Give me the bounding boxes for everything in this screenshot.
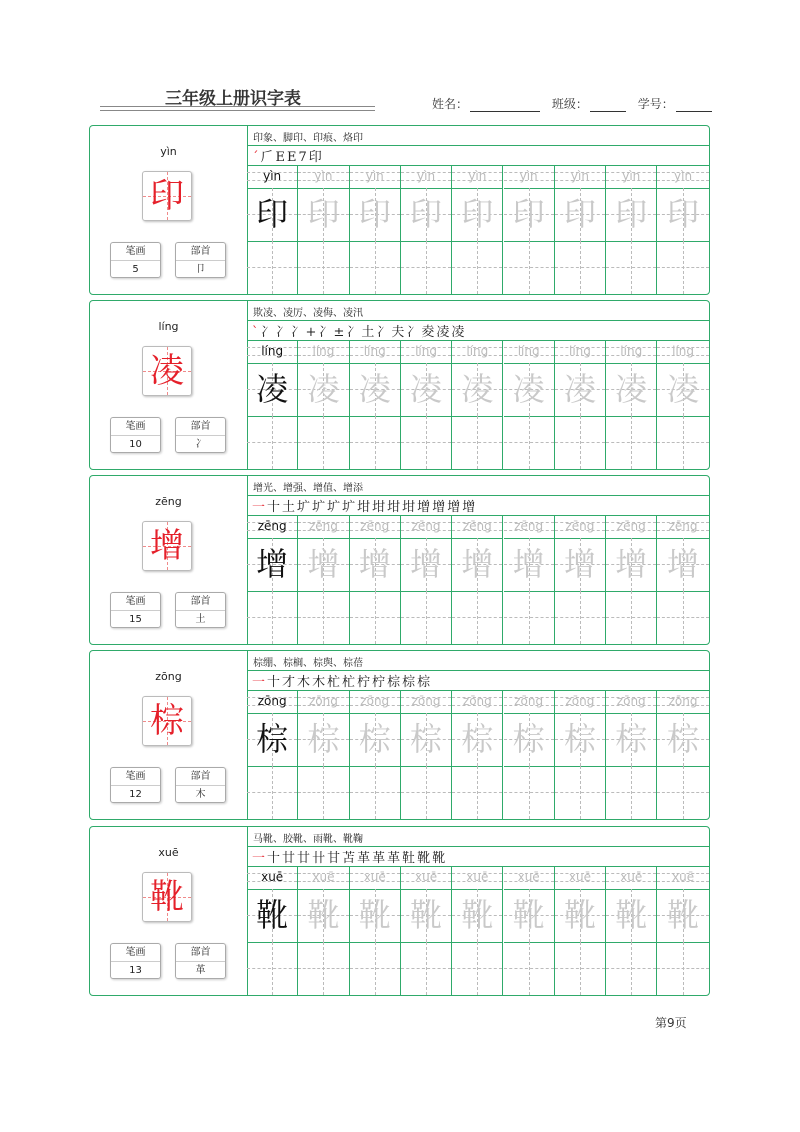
name-label: 姓名：: [432, 97, 469, 111]
stroke-step: 坩: [357, 500, 373, 515]
card-left-panel: [90, 827, 248, 995]
practice-character: 靴: [307, 896, 340, 934]
practice-cell[interactable]: [298, 165, 349, 294]
practice-character: 增: [358, 545, 391, 583]
practice-character: 靴: [256, 896, 289, 934]
stroke-step: 一: [252, 500, 268, 515]
stroke-count-value: 15: [129, 614, 142, 625]
main-character: 印: [150, 176, 184, 216]
pinyin-label: líng: [158, 320, 179, 333]
practice-cell[interactable]: [555, 340, 606, 469]
stroke-count-value: 5: [132, 264, 139, 275]
stroke-count-label: 笔画: [111, 243, 160, 261]
practice-character: 靴: [461, 896, 494, 934]
practice-cell[interactable]: [452, 515, 503, 644]
practice-pinyin: xuē: [671, 870, 695, 884]
practice-character: 靴: [512, 896, 545, 934]
stroke-count-value: 12: [129, 789, 142, 800]
radical-box: [175, 767, 226, 803]
class-field[interactable]: [590, 99, 626, 112]
stroke-step: 增: [417, 500, 433, 515]
practice-pinyin: zōng: [616, 694, 646, 708]
practice-cell[interactable]: [657, 340, 708, 469]
stroke-count-value: 13: [129, 965, 142, 976]
practice-cell[interactable]: [350, 866, 401, 995]
practice-character: 印: [667, 195, 700, 233]
stroke-count-box: [110, 242, 161, 278]
stroke-step: 坩: [387, 500, 403, 515]
practice-character: 增: [410, 545, 443, 583]
practice-cell[interactable]: [247, 866, 298, 995]
practice-character: 棕: [512, 720, 545, 758]
stroke-count-value: 10: [129, 439, 142, 450]
practice-pinyin: zēng: [257, 519, 287, 533]
practice-cell[interactable]: [247, 340, 298, 469]
practice-character: 增: [667, 545, 700, 583]
main-character: 凌: [150, 351, 184, 391]
practice-pinyin: zōng: [257, 694, 287, 708]
practice-character: 印: [358, 195, 391, 233]
radical-box: [175, 242, 226, 278]
radical-box: [175, 943, 226, 979]
stroke-step: 廿: [297, 851, 313, 866]
practice-character: 印: [307, 195, 340, 233]
practice-cell[interactable]: [606, 515, 657, 644]
stroke-step: 冫: [275, 325, 291, 340]
stroke-step: 苫: [342, 851, 358, 866]
main-character: 增: [150, 526, 184, 566]
stroke-step: 坩: [402, 500, 418, 515]
practice-cell[interactable]: [452, 340, 503, 469]
stroke-step: ˋ: [252, 325, 261, 340]
practice-pinyin: yìn: [622, 169, 641, 183]
practice-cell[interactable]: [298, 866, 349, 995]
practice-pinyin: zēng: [565, 519, 595, 533]
practice-pinyin: zōng: [309, 694, 338, 708]
practice-cell[interactable]: [401, 515, 452, 644]
practice-pinyin: líng: [261, 344, 284, 358]
stroke-step: 柠: [357, 675, 373, 690]
practice-pinyin: xuē: [568, 870, 591, 884]
practice-cell[interactable]: [504, 165, 555, 294]
practice-character: 靴: [358, 896, 391, 934]
practice-character: 凌: [256, 370, 289, 408]
stroke-step: 一: [252, 851, 268, 866]
practice-character: 凌: [512, 370, 545, 408]
practice-character: 凌: [563, 370, 596, 408]
practice-cell[interactable]: [452, 866, 503, 995]
stroke-step: 冫+: [290, 325, 319, 340]
practice-character: 增: [256, 545, 289, 583]
radical-label: 部首: [176, 944, 225, 962]
practice-pinyin: yìn: [417, 169, 436, 183]
practice-cell[interactable]: [350, 340, 401, 469]
practice-pinyin: zēng: [360, 519, 390, 533]
practice-character: 印: [410, 195, 443, 233]
practice-pinyin: zōng: [514, 694, 544, 708]
word-examples: 棕绷、棕榈、棕舆、棕蓓: [253, 658, 363, 669]
practice-pinyin: zōng: [668, 694, 698, 708]
practice-character: 棕: [563, 720, 596, 758]
stroke-step: 甘: [327, 851, 343, 866]
stroke-sequence: [252, 146, 324, 165]
character-card: [89, 826, 710, 996]
pinyin-label: zēng: [155, 495, 182, 508]
practice-pinyin: zēng: [411, 519, 441, 533]
stroke-count-label: 笔画: [111, 593, 160, 611]
practice-grid: [247, 690, 709, 819]
stroke-count-box: [110, 943, 161, 979]
practice-character: 增: [615, 545, 648, 583]
practice-character: 靴: [615, 896, 648, 934]
practice-cell[interactable]: [657, 866, 708, 995]
practice-cell[interactable]: [606, 866, 657, 995]
practice-pinyin: zōng: [462, 694, 492, 708]
class-label: 班级：: [551, 97, 588, 111]
word-examples: 增光、增强、增值、增添: [253, 483, 363, 494]
stroke-step: 𠂆: [260, 150, 276, 165]
practice-grid: [247, 866, 709, 995]
radical-value: 卩: [195, 264, 206, 275]
radical-box: [175, 417, 226, 453]
character-card: [89, 475, 710, 645]
main-character: 靴: [150, 877, 184, 917]
card-left-panel: [90, 651, 248, 819]
main-character-box: [142, 171, 192, 221]
stroke-step: 圹: [312, 500, 328, 515]
stroke-count-label: 笔画: [111, 944, 160, 962]
stroke-count-label: 笔画: [111, 418, 160, 436]
practice-cell[interactable]: [401, 690, 452, 819]
name-field[interactable]: [470, 99, 540, 112]
practice-pinyin: zōng: [565, 694, 595, 708]
practice-character: 印: [512, 195, 545, 233]
practice-pinyin: líng: [363, 344, 386, 358]
practice-cell[interactable]: [452, 690, 503, 819]
stroke-step: 圹: [327, 500, 343, 515]
radical-label: 部首: [176, 418, 225, 436]
practice-pinyin: líng: [672, 344, 694, 358]
stroke-step: 圹: [297, 500, 313, 515]
practice-pinyin: zōng: [360, 694, 390, 708]
practice-cell[interactable]: [401, 340, 452, 469]
stroke-count-box: [110, 767, 161, 803]
practice-pinyin: líng: [415, 344, 437, 358]
stroke-step: 杧: [342, 675, 358, 690]
card-left-panel: [90, 301, 248, 469]
stroke-step: 凌: [451, 325, 467, 340]
stroke-step: 柠: [372, 675, 388, 690]
radical-value: 革: [195, 965, 206, 976]
practice-cell[interactable]: [657, 690, 708, 819]
stroke-step: 革: [387, 851, 403, 866]
word-examples: 欺凌、凌厉、凌侮、凌汛: [253, 308, 363, 319]
stroke-step: 增: [462, 500, 478, 515]
practice-pinyin: zēng: [462, 519, 492, 533]
radical-label: 部首: [176, 768, 225, 786]
radical-box: [175, 592, 226, 628]
practice-character: 凌: [358, 370, 391, 408]
practice-pinyin: zēng: [514, 519, 544, 533]
practice-cell[interactable]: [350, 690, 401, 819]
radical-label: 部首: [176, 243, 225, 261]
radical-value: 木: [195, 789, 206, 800]
stroke-step: 卄: [312, 851, 328, 866]
practice-grid: [247, 515, 709, 644]
radical-label: 部首: [176, 593, 225, 611]
practice-pinyin: líng: [569, 344, 591, 358]
practice-pinyin: líng: [620, 344, 643, 358]
practice-pinyin: xuē: [517, 870, 540, 884]
stroke-step: 圹: [342, 500, 358, 515]
stroke-count-label: 笔画: [111, 768, 160, 786]
practice-cell[interactable]: [247, 690, 298, 819]
main-character-box: [142, 696, 192, 746]
practice-pinyin: xuē: [620, 870, 643, 884]
practice-character: 靴: [667, 896, 700, 934]
stroke-step: 坩: [372, 500, 388, 515]
stroke-step: 杧: [327, 675, 343, 690]
title-underline: [100, 110, 375, 111]
stroke-step: 靴: [417, 851, 433, 866]
practice-pinyin: xuē: [261, 870, 284, 884]
stroke-sequence: [252, 496, 477, 515]
id-label: 学号：: [637, 97, 674, 111]
stroke-count-box: [110, 417, 161, 453]
practice-cell[interactable]: [350, 515, 401, 644]
stroke-step: 冫±: [318, 325, 347, 340]
practice-pinyin: líng: [466, 344, 489, 358]
practice-cell[interactable]: [555, 690, 606, 819]
page-title: 三年级上册识字表: [165, 89, 301, 109]
practice-character: 印: [615, 195, 648, 233]
radical-value: 冫: [195, 439, 206, 450]
page-number: 第9页: [655, 1016, 687, 1030]
practice-cell[interactable]: [555, 866, 606, 995]
practice-cell[interactable]: [504, 866, 555, 995]
pinyin-label: yìn: [160, 145, 177, 158]
practice-character: 棕: [307, 720, 340, 758]
practice-character: 增: [461, 545, 494, 583]
stroke-step: 土: [282, 500, 298, 515]
pinyin-label: xuē: [158, 846, 179, 859]
stroke-step: 冫夌: [406, 325, 437, 340]
stroke-step: E7: [287, 150, 309, 165]
character-card: [89, 300, 710, 470]
practice-character: 棕: [410, 720, 443, 758]
practice-cell[interactable]: [452, 165, 503, 294]
stroke-sequence: [252, 847, 447, 866]
practice-cell[interactable]: [401, 866, 452, 995]
stroke-step: 十: [267, 500, 283, 515]
stroke-step: 革: [357, 851, 373, 866]
practice-pinyin: yìn: [263, 169, 282, 183]
stroke-step: 冫土: [346, 325, 377, 340]
stroke-sequence: [252, 321, 466, 340]
main-character-box: [142, 346, 192, 396]
practice-cell[interactable]: [657, 515, 708, 644]
practice-character: 棕: [615, 720, 648, 758]
practice-pinyin: yìn: [570, 169, 589, 183]
stroke-step: 凌: [436, 325, 452, 340]
practice-pinyin: yìn: [314, 169, 333, 183]
practice-cell[interactable]: [401, 165, 452, 294]
student-info-fields: [432, 95, 720, 112]
practice-grid: [247, 165, 709, 294]
practice-pinyin: yìn: [365, 169, 384, 183]
stroke-step: 才: [282, 675, 298, 690]
pinyin-label: zōng: [155, 670, 182, 683]
practice-cell[interactable]: [555, 515, 606, 644]
stroke-step: 革: [372, 851, 388, 866]
practice-character: 凌: [667, 370, 700, 408]
word-examples: 印象、脚印、印痕、烙印: [253, 133, 363, 144]
practice-pinyin: zōng: [411, 694, 441, 708]
stroke-count-box: [110, 592, 161, 628]
character-card: [89, 125, 710, 295]
main-character: 棕: [150, 701, 184, 741]
practice-cell[interactable]: [504, 515, 555, 644]
practice-cell[interactable]: [606, 340, 657, 469]
stroke-step: 增: [447, 500, 463, 515]
stroke-step: ˊ: [252, 150, 261, 165]
practice-character: 棕: [256, 720, 289, 758]
main-character-box: [142, 872, 192, 922]
stroke-step: 冫夫: [376, 325, 407, 340]
stroke-step: 增: [432, 500, 448, 515]
word-examples: 马靴、胶靴、雨靴、靴鞠: [253, 834, 363, 845]
practice-cell[interactable]: [657, 165, 708, 294]
practice-pinyin: xuē: [414, 870, 438, 884]
practice-character: 凌: [461, 370, 494, 408]
practice-character: 印: [563, 195, 596, 233]
stroke-step: 棕: [387, 675, 403, 690]
practice-character: 棕: [461, 720, 494, 758]
practice-character: 凌: [307, 370, 340, 408]
practice-character: 印: [461, 195, 494, 233]
practice-pinyin: yìn: [468, 169, 487, 183]
practice-character: 增: [307, 545, 340, 583]
practice-cell[interactable]: [298, 690, 349, 819]
practice-cell[interactable]: [298, 515, 349, 644]
stroke-step: 棕: [402, 675, 418, 690]
stroke-step: 棕: [417, 675, 433, 690]
stroke-step: 一: [252, 675, 268, 690]
title-underline: [100, 106, 375, 107]
card-left-panel: [90, 126, 248, 294]
practice-grid: [247, 340, 709, 469]
practice-character: 靴: [410, 896, 443, 934]
practice-cell[interactable]: [606, 165, 657, 294]
stroke-step: 木: [297, 675, 313, 690]
radical-value: 土: [195, 614, 206, 625]
stroke-step: 冫: [260, 325, 276, 340]
stroke-step: 印: [308, 150, 324, 165]
practice-character: 棕: [667, 720, 700, 758]
stroke-step: 十: [267, 851, 283, 866]
practice-pinyin: xuē: [466, 870, 489, 884]
stroke-sequence: [252, 671, 432, 690]
practice-character: 凌: [410, 370, 443, 408]
practice-pinyin: zēng: [616, 519, 646, 533]
practice-cell[interactable]: [504, 340, 555, 469]
practice-cell[interactable]: [247, 165, 298, 294]
practice-character: 增: [512, 545, 545, 583]
practice-pinyin: zēng: [308, 519, 338, 533]
practice-pinyin: líng: [312, 344, 335, 358]
practice-character: 凌: [615, 370, 648, 408]
practice-cell[interactable]: [247, 515, 298, 644]
stroke-step: 木: [312, 675, 328, 690]
card-left-panel: [90, 476, 248, 644]
practice-cell[interactable]: [555, 165, 606, 294]
practice-cell[interactable]: [298, 340, 349, 469]
id-field[interactable]: [676, 99, 712, 112]
stroke-step: E: [275, 150, 288, 165]
character-card: [89, 650, 710, 820]
practice-character: 增: [563, 545, 596, 583]
main-character-box: [142, 521, 192, 571]
practice-pinyin: yìn: [519, 169, 538, 183]
practice-character: 棕: [358, 720, 391, 758]
practice-pinyin: xuē: [363, 870, 386, 884]
practice-character: 靴: [563, 896, 596, 934]
stroke-step: 靯: [402, 851, 418, 866]
stroke-step: 靴: [432, 851, 448, 866]
practice-cell[interactable]: [504, 690, 555, 819]
stroke-step: 廿: [282, 851, 298, 866]
practice-pinyin: zēng: [668, 519, 698, 533]
stroke-step: 十: [267, 675, 283, 690]
practice-character: 印: [256, 195, 289, 233]
practice-cell[interactable]: [350, 165, 401, 294]
practice-pinyin: yìn: [674, 169, 693, 183]
practice-pinyin: líng: [517, 344, 540, 358]
practice-cell[interactable]: [606, 690, 657, 819]
practice-pinyin: xuē: [312, 870, 335, 884]
